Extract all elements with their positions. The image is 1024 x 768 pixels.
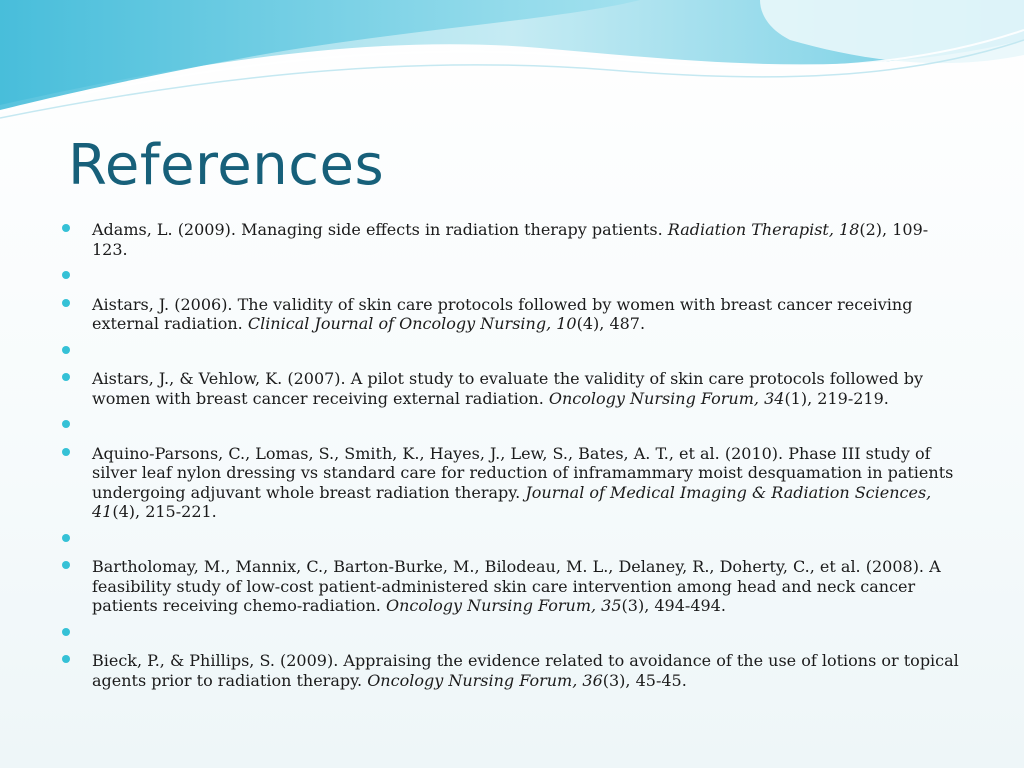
wave-header-decoration <box>0 0 1024 130</box>
wave-band-mid <box>0 0 640 110</box>
reference-text <box>92 295 962 334</box>
reference-item <box>62 369 962 408</box>
reference-issue-pages: (4), 215-221. <box>112 502 217 521</box>
page-title: References <box>68 133 385 198</box>
reference-text <box>92 651 962 690</box>
reference-item <box>62 444 962 522</box>
reference-authors-title: Aquino-Parsons, C., Lomas, S., Smith, K., Hayes, J., Lew, S., Bates, A. T., et al. (2010). Phase III study of silver leaf nylon dressing vs standard care for reduction of inframammary moist desquamation in patients undergoing adjuvant whole breast radiation therapy. <box>92 443 954 502</box>
reference-item <box>62 416 962 436</box>
reference-list <box>62 220 962 698</box>
reference-journal: Radiation Therapist, 18 <box>667 220 860 239</box>
reference-authors-title: Bartholomay, M., Mannix, C., Barton-Burke, M., Bilodeau, M. L., Delaney, R., Doherty, C., et al. (2008). A feasibility study of low-cost patient-administered skin care intervention among head and neck cancer patients receiving chemo-radiation. <box>92 557 941 615</box>
bullet-icon <box>62 448 70 456</box>
reference-issue-pages: (2), 109-123. <box>92 220 929 259</box>
bullet-icon <box>62 628 70 636</box>
reference-issue-pages: (3), 45-45. <box>602 670 687 690</box>
reference-authors-title: Bieck, P., & Phillips, S. (2009). Appraising the evidence related to avoidance of the use of lotions or topical agents prior to radiation therapy. <box>92 651 959 690</box>
reference-journal: Oncology Nursing Forum, 34 <box>548 388 785 408</box>
reference-item <box>62 530 962 550</box>
bullet-icon <box>62 420 70 428</box>
reference-item <box>62 267 962 287</box>
reference-item <box>62 557 962 616</box>
bullet-icon <box>62 224 70 232</box>
reference-item <box>62 624 962 644</box>
reference-item <box>62 651 962 690</box>
reference-journal: Clinical Journal of Oncology Nursing, 10 <box>247 314 577 333</box>
reference-issue-pages: (4), 487. <box>576 314 646 333</box>
bullet-icon <box>62 346 70 354</box>
reference-text <box>92 220 962 259</box>
reference-item <box>62 295 962 334</box>
reference-text <box>92 444 962 522</box>
reference-text <box>92 557 962 616</box>
bullet-icon <box>62 271 70 279</box>
bullet-icon <box>62 299 70 307</box>
reference-authors-title: Adams, L. (2009). Managing side effects in radiation therapy patients. <box>92 220 668 239</box>
reference-issue-pages: (3), 494-494. <box>621 596 726 615</box>
reference-item <box>62 220 962 259</box>
reference-journal: Oncology Nursing Forum, 35 <box>385 596 622 615</box>
bullet-icon <box>62 534 70 542</box>
bullet-icon <box>62 655 70 663</box>
reference-authors-title: Aistars, J., & Vehlow, K. (2007). A pilot study to evaluate the validity of skin care protocols followed by women with breast cancer receiving external radiation. <box>92 369 923 408</box>
reference-text <box>92 369 962 408</box>
reference-authors-title: Aistars, J. (2006). The validity of skin care protocols followed by women with breast cancer receiving external radiation. <box>92 294 913 333</box>
bullet-icon <box>62 561 70 569</box>
reference-journal: Journal of Medical Imaging & Radiation Sciences, 41 <box>92 482 932 521</box>
bullet-icon <box>62 373 70 381</box>
reference-item <box>62 342 962 362</box>
reference-issue-pages: (1), 219-219. <box>784 388 889 408</box>
reference-journal: Oncology Nursing Forum, 36 <box>367 670 603 690</box>
